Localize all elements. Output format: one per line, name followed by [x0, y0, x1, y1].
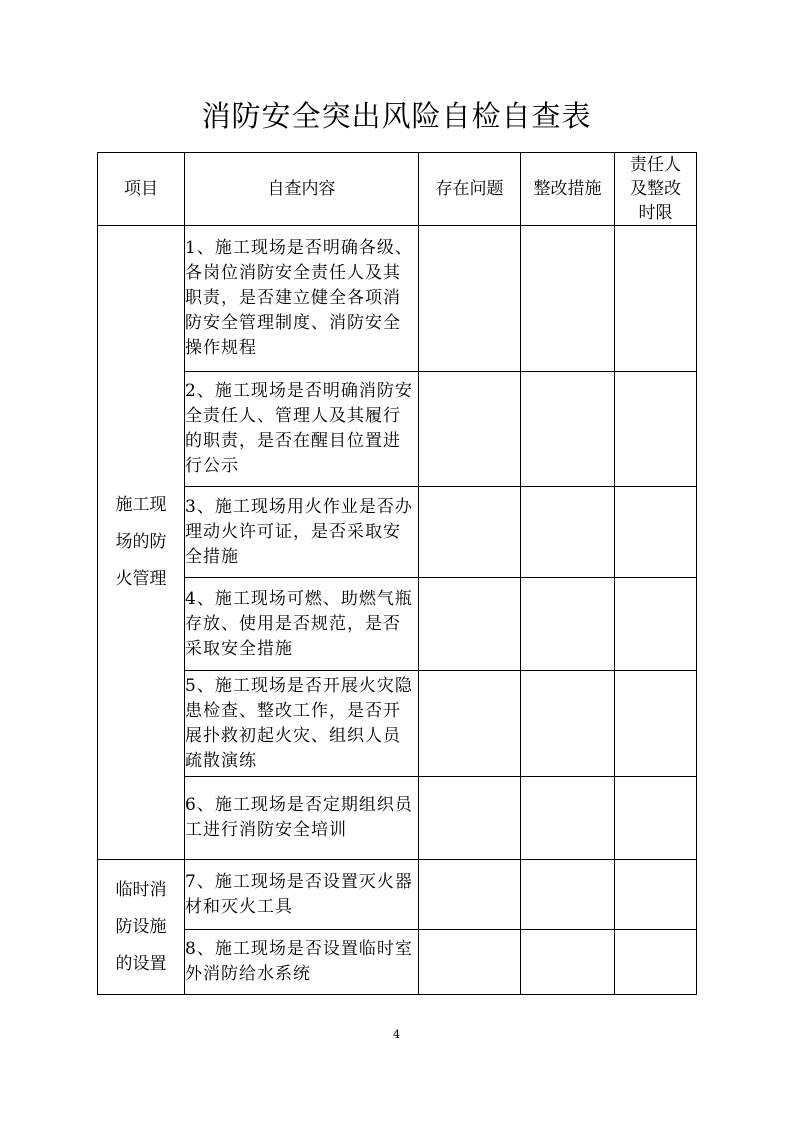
measures-cell[interactable] — [521, 487, 615, 578]
header-content: 自查内容 — [185, 153, 419, 226]
row-content: 1、施工现场是否明确各级、各岗位消防安全责任人及其职责，是否建立健全各项消防安全管理制度、消防安全操作规程 — [185, 226, 419, 372]
row-content: 2、施工现场是否明确消防安全责任人、管理人及其履行的职责，是否在醒目位置进行公示 — [185, 372, 419, 487]
measures-cell[interactable] — [521, 777, 615, 860]
table-row — [98, 226, 697, 372]
responsible-cell[interactable] — [615, 372, 697, 487]
responsible-cell[interactable] — [615, 777, 697, 860]
row-content: 6、施工现场是否定期组织员工进行消防安全培训 — [185, 777, 419, 860]
row-content: 4、施工现场可燃、助燃气瓶存放、使用是否规范，是否采取安全措施 — [185, 578, 419, 671]
measures-cell[interactable] — [521, 860, 615, 930]
table-row — [98, 860, 697, 930]
measures-cell[interactable] — [521, 578, 615, 671]
table-row — [98, 930, 697, 995]
issues-cell[interactable] — [419, 777, 521, 860]
issues-cell[interactable] — [419, 930, 521, 995]
measures-cell[interactable] — [521, 930, 615, 995]
category-fire-management: 施工现场的防火管理 — [98, 226, 185, 860]
measures-cell[interactable] — [521, 671, 615, 777]
responsible-cell[interactable] — [615, 578, 697, 671]
document-title: 消防安全突出风险自检自查表 — [201, 99, 592, 133]
issues-cell[interactable] — [419, 226, 521, 372]
issues-cell[interactable] — [419, 487, 521, 578]
responsible-cell[interactable] — [615, 860, 697, 930]
category-temporary-facilities: 临时消防设施的设置 — [98, 860, 185, 995]
issues-cell[interactable] — [419, 860, 521, 930]
responsible-cell[interactable] — [615, 930, 697, 995]
self-inspection-table — [97, 152, 697, 995]
header-responsible: 责任人及整改时限 — [615, 153, 697, 226]
responsible-cell[interactable] — [615, 671, 697, 777]
table-row — [98, 777, 697, 860]
table-row — [98, 578, 697, 671]
header-issues: 存在问题 — [419, 153, 521, 226]
issues-cell[interactable] — [419, 671, 521, 777]
issues-cell[interactable] — [419, 372, 521, 487]
responsible-cell[interactable] — [615, 487, 697, 578]
row-content: 8、施工现场是否设置临时室外消防给水系统 — [185, 930, 419, 995]
page-number: 4 — [393, 1028, 400, 1041]
measures-cell[interactable] — [521, 372, 615, 487]
measures-cell[interactable] — [521, 226, 615, 372]
issues-cell[interactable] — [419, 578, 521, 671]
table-row — [98, 671, 697, 777]
row-content: 7、施工现场是否设置灭火器材和灭火工具 — [185, 860, 419, 930]
header-row — [98, 153, 697, 226]
responsible-cell[interactable] — [615, 226, 697, 372]
row-content: 5、施工现场是否开展火灾隐患检查、整改工作，是否开展扑救初起火灾、组织人员疏散演练 — [185, 671, 419, 777]
table-row — [98, 372, 697, 487]
header-item: 项目 — [98, 153, 185, 226]
header-measures: 整改措施 — [521, 153, 615, 226]
table-row — [98, 487, 697, 578]
row-content: 3、施工现场用火作业是否办理动火许可证，是否采取安全措施 — [185, 487, 419, 578]
